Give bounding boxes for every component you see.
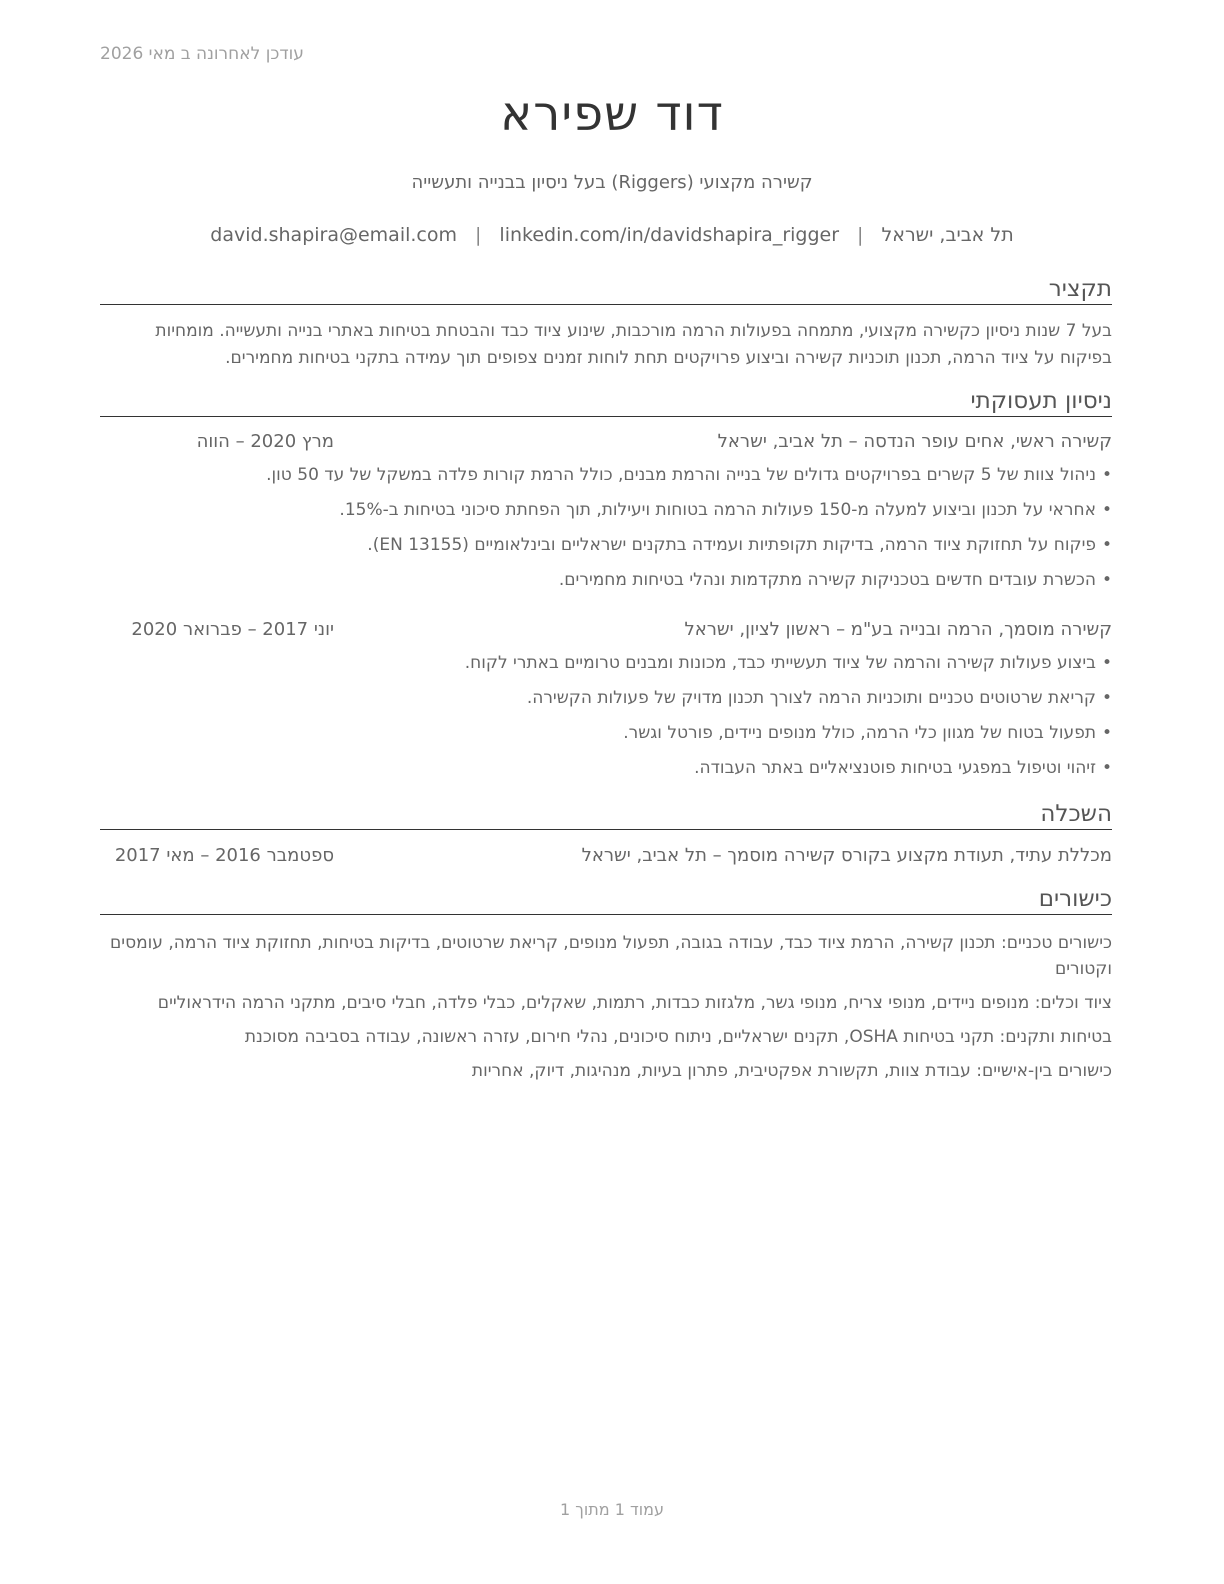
bullet-dot: • <box>1101 465 1112 485</box>
experience-heading: ניסיון תעסוקתי <box>100 388 1112 417</box>
last-updated: עודכן לאחרונה ב מאי 2026 <box>100 44 304 64</box>
list-item: • תפעול בטוח של מגוון כלי הרמה, כולל מנופים ניידים, פורטל וגשר. <box>100 720 1112 755</box>
skills-list <box>96 930 1112 1092</box>
skills-heading: כישורים <box>100 886 1112 915</box>
education-heading: השכלה <box>100 801 1112 830</box>
job-bullets <box>100 462 1112 602</box>
skill-line: ציוד וכלים: מנופים ניידים, מנופי צריח, מנופי גשר, מלגזות כבדות, רתמות, שאקלים, כבלי פלדה, חבלי סיבים, מתקני הרמה הידראוליים <box>157 993 1112 1013</box>
list-item: • קריאת שרטוטים טכניים ותוכניות הרמה לצורך תכנון מדויק של פעולות הקשירה. <box>100 685 1112 720</box>
job-dates: יוני 2017 – פברואר 2020 <box>131 619 334 640</box>
bullet-dot: • <box>1101 723 1112 743</box>
list-item: • הכשרת עובדים חדשים בטכניקות קשירה מתקדמות ונהלי בטיחות מחמירים. <box>100 567 1112 602</box>
summary-text: בעל 7 שנות ניסיון כקשירה מקצועי, מתמחה בפעולות הרמה מורכבות, שינוע ציוד כבד והבטחת בטיחות באתרי בנייה ותעשייה. מומחיות בפיקוח על ציוד הרמה, תכנון תוכניות קשירה וביצוע פרויקטים תחת לוחות זמנים צפופים תוך עמידה בתקני בטיחות מחמירים. <box>155 321 1112 368</box>
contact-separator: | <box>475 224 482 246</box>
skill-line: כישורים בין-אישיים: עבודת צוות, תקשורת אפקטיבית, פתרון בעיות, מנהיגות, דיוק, אחריות <box>471 1061 1112 1081</box>
list-item: • פיקוח על תחזוקת ציוד הרמה, בדיקות תקופתיות ועמידה בתקנים ישראליים ובינלאומיים (EN 13155). <box>100 532 1112 567</box>
job-bullets <box>100 650 1112 790</box>
contact-line <box>0 224 1224 246</box>
candidate-name: דוד שפירא <box>500 86 724 142</box>
education-title: מכללת עתיד, תעודת מקצוע בקורס קשירה מוסמך – תל אביב, ישראל <box>581 845 1112 866</box>
contact-location: תל אביב, ישראל <box>881 224 1014 246</box>
job-dates: מרץ 2020 – הווה <box>196 431 334 452</box>
contact-email[interactable]: david.shapira@email.com <box>210 224 458 246</box>
candidate-subtitle: קשירה מקצועי (Riggers) בעל ניסיון בבנייה ותעשייה <box>411 172 813 193</box>
bullet-dot: • <box>1101 688 1112 708</box>
bullet-dot: • <box>1101 758 1112 778</box>
job-header <box>100 431 1112 457</box>
summary-heading: תקציר <box>100 276 1112 305</box>
contact-separator: | <box>857 224 864 246</box>
job-header <box>100 619 1112 645</box>
list-item: • ניהול צוות של 5 קשרים בפרויקטים גדולים של בנייה והרמת מבנים, כולל הרמת קורות פלדה במשקל של עד 50 טון. <box>100 462 1112 497</box>
bullet-dot: • <box>1101 653 1112 673</box>
list-item: • ביצוע פעולות קשירה והרמה של ציוד תעשייתי כבד, מכונות ומבנים טרומיים באתרי לקוח. <box>100 650 1112 685</box>
job-title: קשירה מוסמך, הרמה ובנייה בע"מ – ראשון לציון, ישראל <box>684 619 1112 640</box>
page-number: עמוד 1 מתוך 1 <box>560 1500 664 1519</box>
contact-linkedin[interactable]: linkedin.com/in/davidshapira_rigger <box>499 224 840 246</box>
bullet-dot: • <box>1101 500 1112 520</box>
job-title: קשירה ראשי, אחים עופר הנדסה – תל אביב, ישראל <box>717 431 1112 452</box>
list-item: • אחראי על תכנון וביצוע למעלה מ-150 פעולות הרמה בטוחות ויעילות, תוך הפחתת סיכוני בטיחות ב-15%. <box>100 497 1112 532</box>
bullet-dot: • <box>1101 535 1112 555</box>
bullet-dot: • <box>1101 570 1112 590</box>
skill-line: בטיחות ותקנים: תקני בטיחות OSHA, תקנים ישראליים, ניתוח סיכונים, נהלי חירום, עזרה ראשונה, עבודה בסביבה מסוכנת <box>244 1027 1112 1047</box>
list-item: • זיהוי וטיפול במפגעי בטיחות פוטנציאליים באתר העבודה. <box>100 755 1112 790</box>
education-dates: ספטמבר 2016 – מאי 2017 <box>114 845 334 866</box>
skill-line: כישורים טכניים: תכנון קשירה, הרמת ציוד כבד, עבודה בגובה, תפעול מנופים, קריאת שרטוטים, בדיקות בטיחות, תחזוקת ציוד הרמה, עומסים וקטורים <box>110 933 1112 979</box>
education-row <box>100 845 1112 871</box>
